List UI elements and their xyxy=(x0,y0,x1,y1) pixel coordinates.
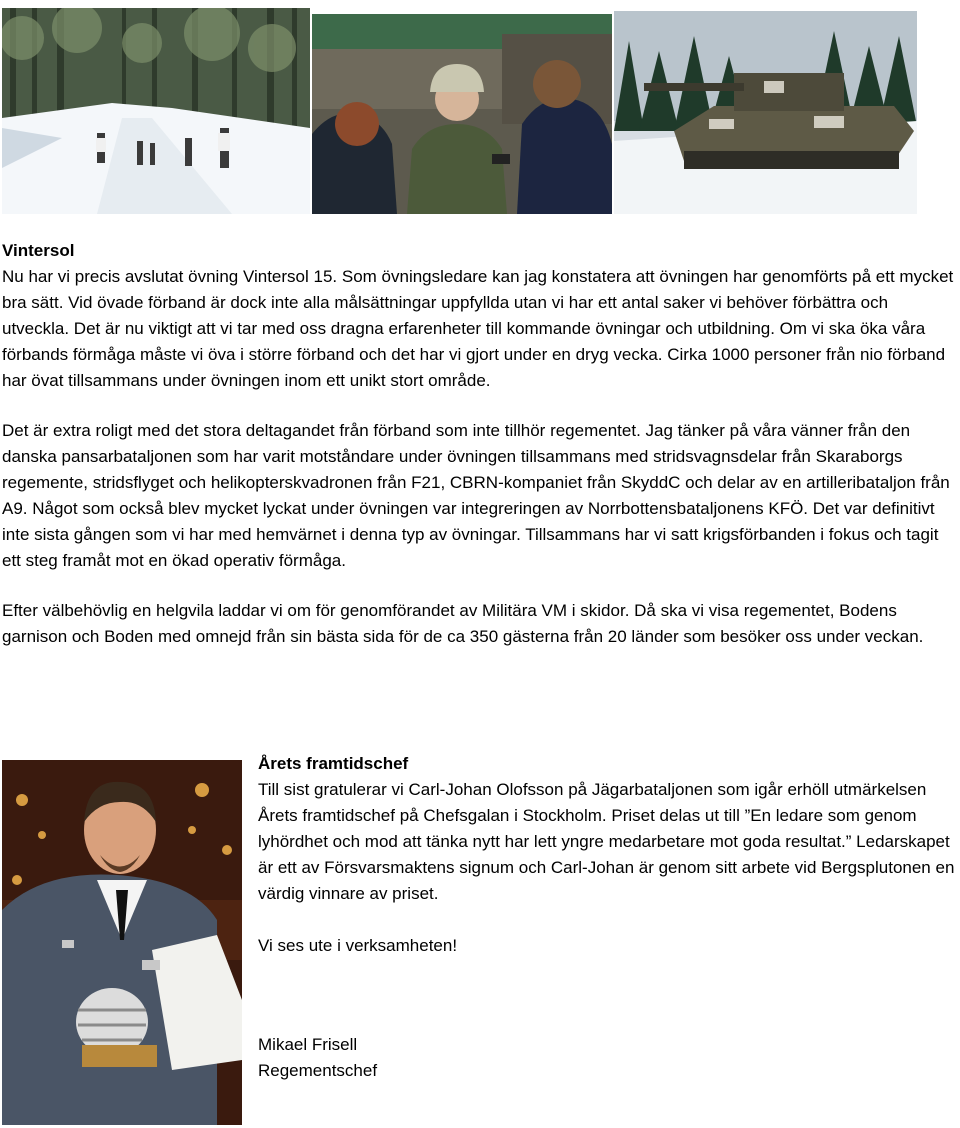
tank-in-snow-photo xyxy=(614,11,917,214)
article-paragraph-3: Efter välbehövlig en helgvila laddar vi om för genomförandet av Militära VM i skidor. Då ska vi visa regementet, Bodens garnison och Boden med omnejd från sin bästa sida för de ca 350 gästerna från 20 länder som besöker oss under veckan. xyxy=(2,601,924,646)
signature-title: Regementschef xyxy=(258,1061,378,1080)
article-body xyxy=(2,238,958,650)
award-text: Till sist gratulerar vi Carl-Johan Olofsson på Jägarbataljonen som igår erhöll utmärkelsen Årets framtidschef på Chefsgalan i Stockholm. Priset delas ut till ”En ledare som genom lyhördhet och mod att tänka nytt har lett yngre medarbetare mot goda resultat.” Ledarskapet är ett av Försvarsmaktens signum och Carl-Johan är genom sitt arbete vid Bergsplutonen en värdig vinnare av priset. xyxy=(258,780,955,903)
article-paragraph-1: Nu har vi precis avslutat övning Vintersol 15. Som övningsledare kan jag konstatera att övningen har genomförts på ett mycket bra sätt. Vid övade förband är dock inte alla målsättningar uppfyllda utan vi har ett antal saker vi behöver förbättra och utveckla. Det är nu viktigt att vi tar med oss dragna erfarenheter till kommande övningar och utbildning. Om vi ska öka våra förbands förmåga måste vi öva i större förband och det har vi gjort under en dryg vecka. Cirka 1000 personer från nio förband har övat tillsammans under övningen inom ett unikt stort område. xyxy=(2,267,954,390)
snow-forest-patrol-photo xyxy=(2,8,310,214)
signature-name: Mikael Frisell xyxy=(258,1035,358,1054)
award-section xyxy=(258,751,958,1084)
soldier-interview-photo xyxy=(312,14,612,214)
article-paragraph-2: Det är extra roligt med det stora deltagandet från förband som inte tillhör regementet. Jag tänker på våra vänner från den danska pansarbataljonen som har varit motståndare under övningen tillsammans med stridsvagnsdelar från Skaraborgs regemente, stridsflyget och helikopterskvadronen från F21, CBRN-kompaniet från SkyddC och delar av en artilleribataljon från A9. Något som också blev mycket lyckat under övningen var integreringen av Norrbottensbataljonens KFÖ. Det var definitivt inte sista gången som vi har med hemvärnet i denna typ av övningar. Tillsammans har vi satt krigsförbanden i fokus och tagit ett steg framåt mot en ökad operativ förmåga. xyxy=(2,421,950,570)
closing-line: Vi ses ute i verksamheten! xyxy=(258,936,458,955)
award-winner-portrait-photo xyxy=(2,760,242,1125)
award-title: Årets framtidschef xyxy=(258,754,409,773)
article-title: Vintersol xyxy=(2,241,75,260)
